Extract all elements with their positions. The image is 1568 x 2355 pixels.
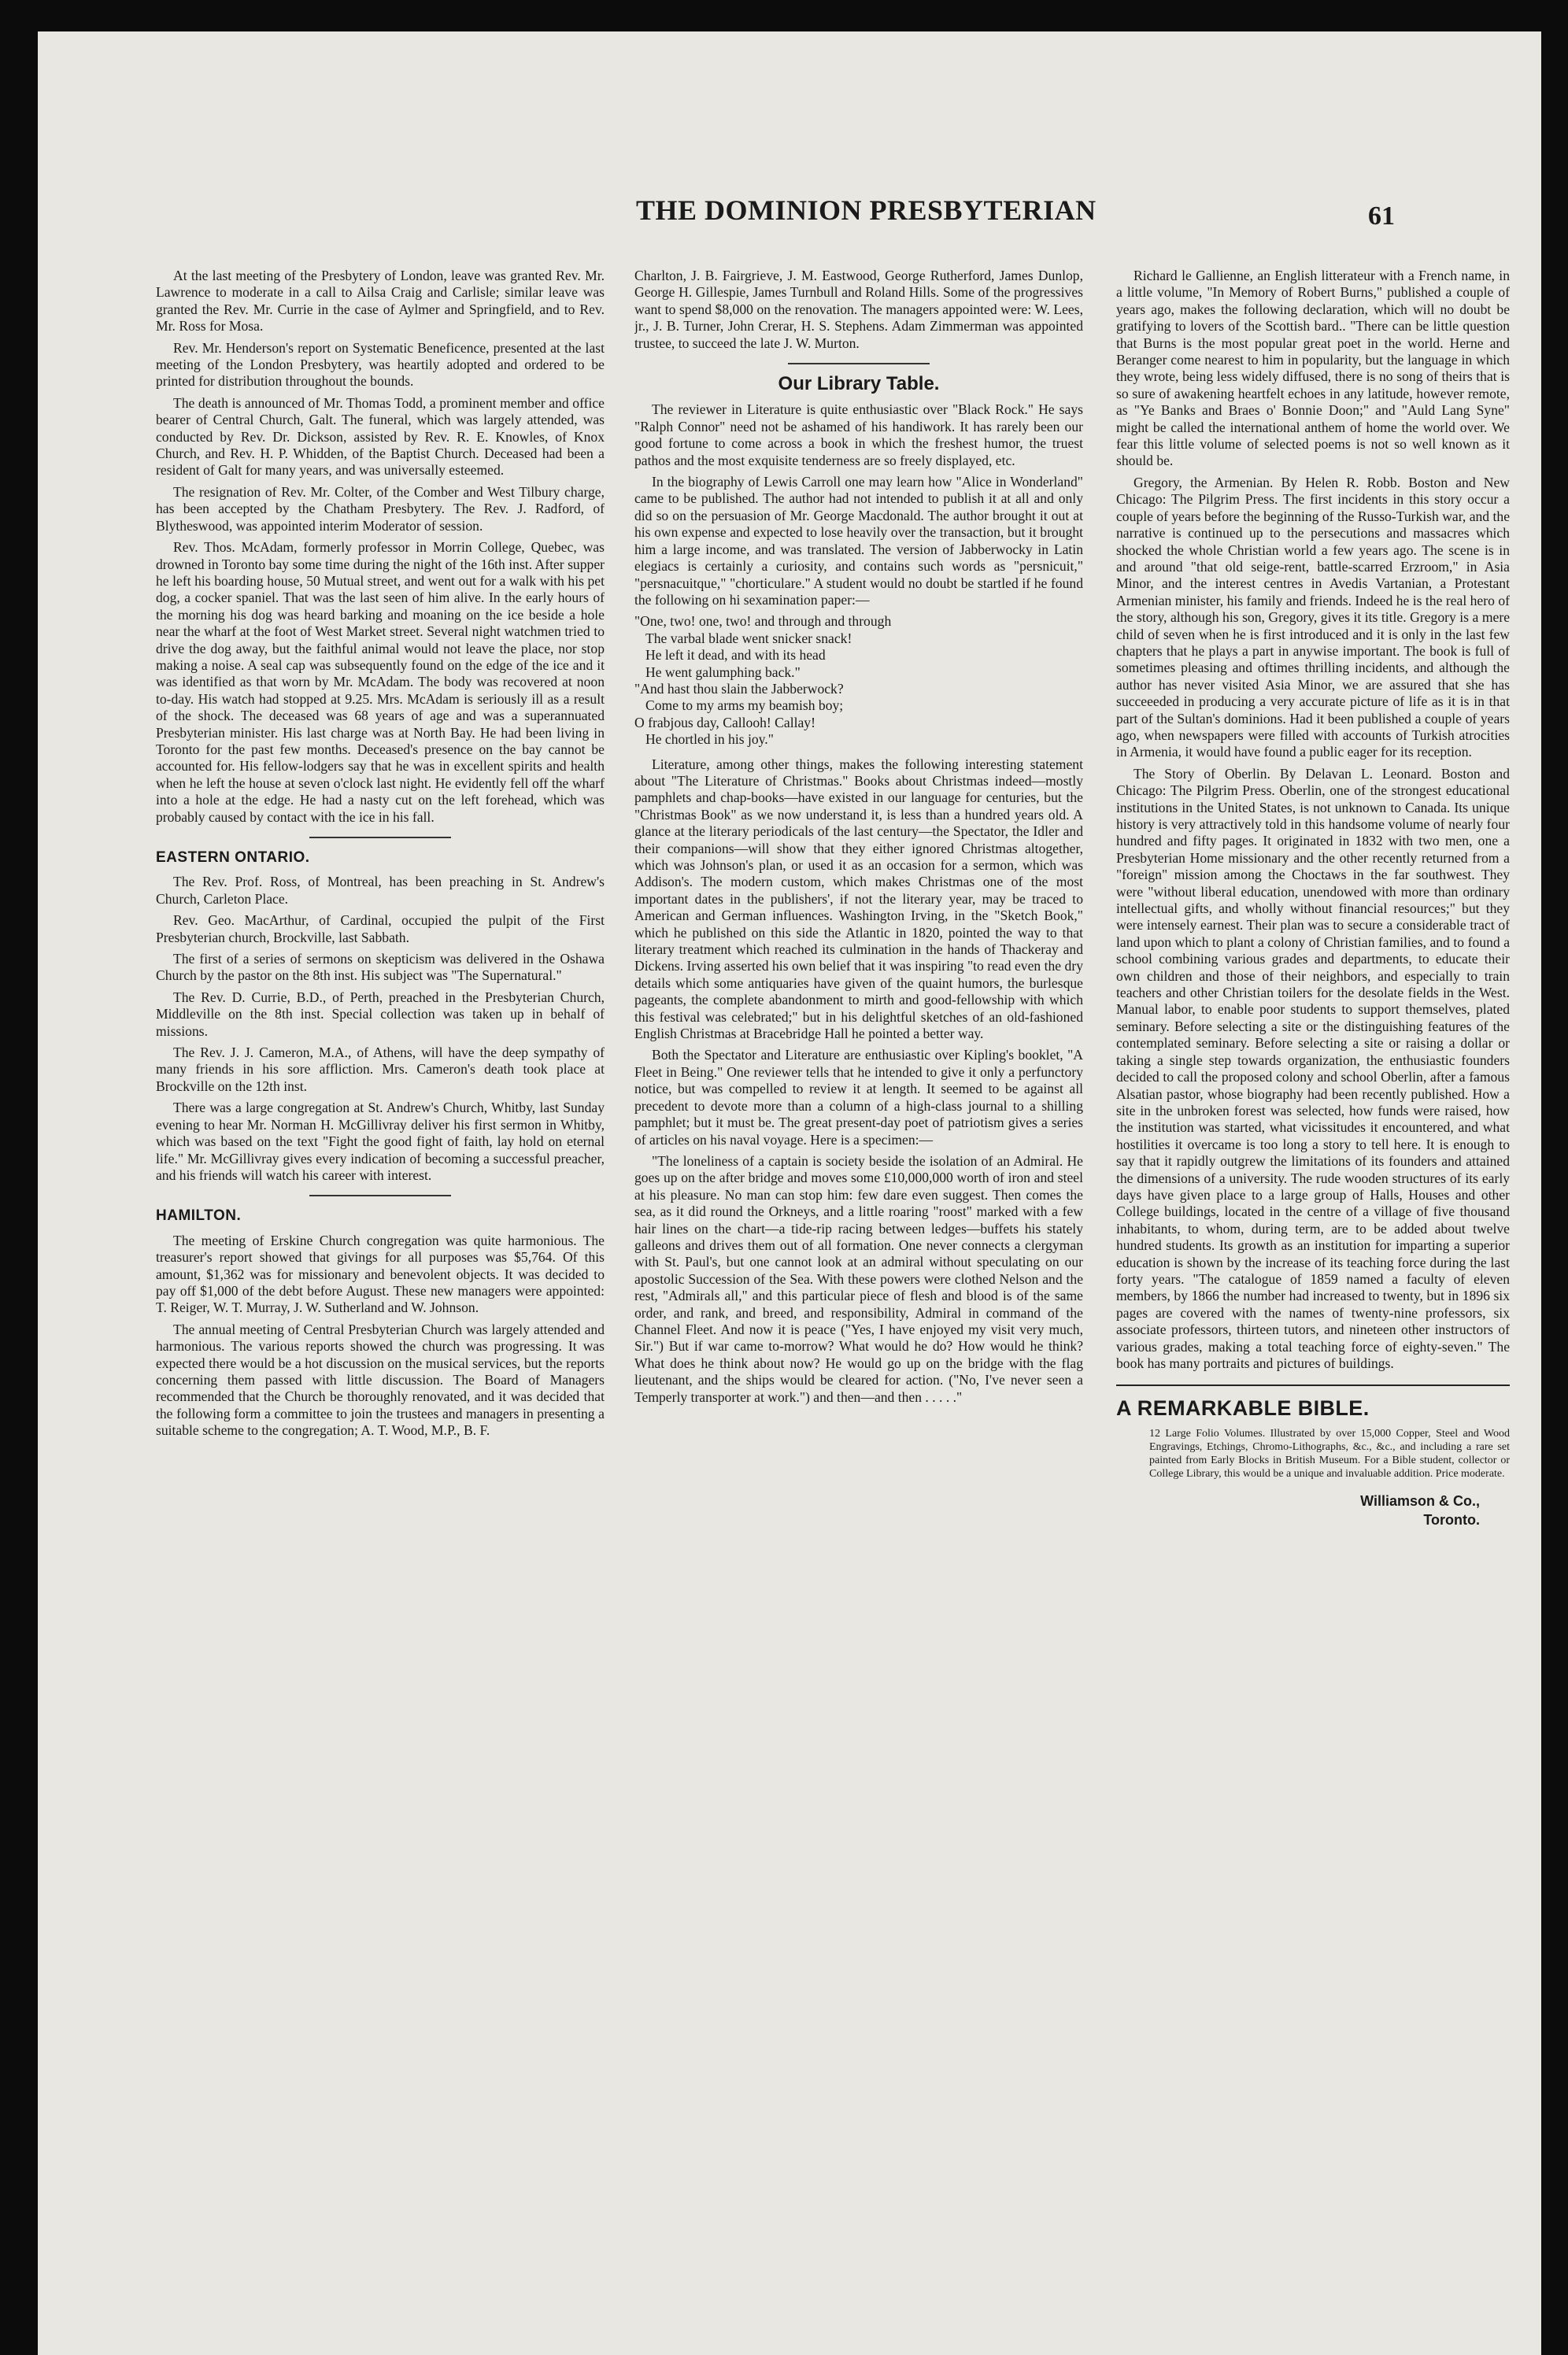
paragraph-erskine-church: The meeting of Erskine Church congregation was quite harmonious. The treasurer's report showed that givings for all purposes was $5,764. Of this amount, $1,362 was for missionary and benevolent objects. It was decided to pay off $1,000 of the debt before August. These new managers were appointed: T. Reiger, W. T. Murray, J. W. Sutherland and W. Johnson. bbox=[156, 1232, 605, 1316]
paragraph-macarthur: Rev. Geo. MacArthur, of Cardinal, occupied the pulpit of the First Presbyterian church, Brockville, last Sabbath. bbox=[156, 912, 605, 945]
paragraph-colter-resignation: The resignation of Rev. Mr. Colter, of the Comber and West Tilbury charge, has been accepted by the Chatham Presbytery. The Rev. J. Radford, of Blytheswood, was appointed interim Moderator of session. bbox=[156, 483, 605, 534]
journal-title: THE DOMINION PRESBYTERIAN bbox=[636, 194, 1096, 226]
paragraph-mcadam-drowned: Rev. Thos. McAdam, formerly professor in Morrin College, Quebec, was drowned in Toronto bay some time during the night of the 16th inst. After supper he left his boarding house, 50 Mutual street, and went out for a walk with his pet dog, a cocker spaniel. That was the last seen of him alive. In the early hours of the morning his dog was heard barking and moaning on the ice beside a hole near the wharf at the foot of West Market street. Several night watchmen tried to drive the dog away, but the faithful animal would not leave the place, nor stop making a noise. A seal cap was subsequently found on the edge of the ice and it was identified as that worn by Mr. McAdam. The body was recovered at noon to-day. His watch had stopped at 9.25. Mrs. McAdam is seriously ill as a result of the shock. The deceased was 68 years of age and was a superannuated Presbyterian minister. His last charge was at North Bay. He had been living in Toronto for the past few months. Deceased's presence on the bay cannot be accounted for. His fellow-lodgers say that he was in excellent spirits and health when he left the house at seven o'clock last night. He evidently fell off the wharf into a hole at the edge. He had a nasty cut on the left forehead, which was probably caused by contact with the ice in his fall. bbox=[156, 539, 605, 825]
page-number: 61 bbox=[1368, 201, 1395, 231]
paragraph-gallienne-burns: Richard le Gallienne, an English litterateur with a French name, in a little volume, "In Memory of Robert Burns," published a couple of years ago, makes the following declaration, which will no doubt be gratifying to lovers of the Scottish bard.. "There can be little question that Burns is the most popular great poet in the world. Herne and Beranger come nearest to him in popularity, but the language in which they wrote, being less widely diffused, there is no song of theirs that is so sure of awakening heartfelt echoes in any latitude, however remote, as "Ye Banks and Braes o' Bonnie Doon;" and "Auld Lang Syne" might be called the international anthem of home the world over. We fear this little volume of selected poems is not so well known as it should be. bbox=[1116, 268, 1510, 469]
scan-border-left bbox=[0, 0, 38, 2355]
scan-border-right bbox=[1541, 0, 1568, 2355]
column-right bbox=[1116, 268, 1510, 2330]
page-header bbox=[38, 194, 1541, 241]
advertisement-title: A REMARKABLE BIBLE. bbox=[1116, 1396, 1370, 1421]
paragraph-story-of-oberlin: The Story of Oberlin. By Delavan L. Leonard. Boston and Chicago: The Pilgrim Press. Oberlin, one of the strongest educational institutions in the United States, is not unknown to Canada. Its unique history is very attractively told in this handsome volume of nearly four hundred and fifty pages. It originated in 1832 with two men, one a Presbyterian Home missionary and the other recently returned from a "foreign" mission among the Choctaws in the far southwest. They were "without liberal education, unendowed with more than ordinary intellectual gifts, and wholly without financial resources;" but they were intensely earnest. Their plan was to secure a considerable tract of land upon which to plant a colony of Christian families, and to found a school combining various grades and departments, to educate their own children and those of their neighbors, and especially to train teachers and other Christian toilers for the desolate fields in the West. Manual labor, to enable poor students to support themselves, plated seminary. Before selecting a site or the distinguishing features of the contemplated seminary. Before selecting a site or raising a dollar or taking a single step towards organization, the enthusiastic founders decided to call the proposed colony and school Oberlin, after a famous Alsatian pastor, whose biography had been recently published. How a site in the unbroken forest was selected, how funds were raised, how the institution was started, what vicissitudes it encountered, and what hostilities it overcame is too long a story to tell here. It is enough to say that it rapidly outgrew the limitations of its founders and attained the dimensions of a university. The rude wooden structures of its early days have given place to a large group of Halls, Houses and other College buildings, located in the centre of a village of five thousand inhabitants, to whom, during term, are to be added about twelve hundred students. Its growth as an institution for imparting a superior education is shown by the increase of its teaching force during the last forty years. "The catalogue of 1859 named a faculty of eleven members, by 1866 the number had increased to twenty, but in 1896 six pages are covered with the names of twenty-nine professors, six associate professors, thirteen tutors, and nineteen other instructors of various grades, making a total teaching force of eighty-seven." The book has many portraits and pictures of buildings. bbox=[1116, 765, 1510, 1371]
paragraph-central-presbyterian: The annual meeting of Central Presbyterian Church was largely attended and harmonious. The various reports showed the church was progressing. It was expected there would be a hot discussion on the musical services, but the reports concerning them passed with little discussion. The Board of Managers recommended that the Church be thoroughly renovated, and it was decided that the following form a committee to join the trustees and managers in presenting a suitable scheme to the congregation; A. T. Wood, M.P., B. F. bbox=[156, 1321, 605, 1439]
divider-rule bbox=[309, 1195, 451, 1196]
section-heading-library-table: Our Library Table. bbox=[778, 373, 940, 395]
paragraph-london-presbytery: At the last meeting of the Presbytery of London, leave was granted Rev. Mr. Lawrence to moderate in a call to Ailsa Craig and Carlisle; similar leave was granted the Rev. Mr. Currie in the case of Aylmer and Springfield, and to Rev. Mr. Ross for Mosa. bbox=[156, 268, 605, 335]
paragraph-todd-death: The death is announced of Mr. Thomas Todd, a prominent member and office bearer of Central Church, Galt. The funeral, which was largely attended, was conducted by Rev. Dr. Dickson, assisted by Rev. R. E. Knowles, of Knox Church, and Rev. H. P. Whidden, of the Baptist Church. Deceased had been a resident of Galt for many years, and was universally esteemed. bbox=[156, 394, 605, 479]
poem-line: "And hast thou slain the Jabberwock? bbox=[634, 680, 844, 697]
poem-line: He went galumphing back." bbox=[645, 664, 801, 680]
newspaper-page bbox=[38, 31, 1541, 2355]
paragraph-admiral-specimen: "The loneliness of a captain is society beside the isolation of an Admiral. He goes up on the after bridge and moves some £10,000,000 worth of iron and steel at his pleasure. No man can stop him: few dare even suggest. Then comes the sea, as it did round the Orkneys, and a little roaring "roost" marked with a few hair lines on the chart—a tide-rip racing between ledges—buffets his stately galleons and drives them out of all formation. One never connects a clergyman with St. Paul's, but one cannot look at an admiral without speculating on our apostolic Succession of the Sea. With these powers were clothed Nelson and the rest, "Admirals all," and this particular piece of flesh and blood is of the same order, and rank, and breed, and responsibility, Admiral in command of the Channel Fleet. And now it is peace ("Yes, I have enjoyed my visit very much, Sir.") But if war came to-morrow? What would he do? How would he think? What does he think about now? He would go up on the bridge with the flag lieutenant, and the ships would be cleared for action. ("No, I've never seen a Temperly transporter at work.") and then—and then . . . . ." bbox=[634, 1152, 1083, 1405]
paragraph-henderson-report: Rev. Mr. Henderson's report on Systematic Beneficence, presented at the last meeting of the London Presbytery, was heartily adopted and ordered to be printed for distribution throughout the bounds. bbox=[156, 339, 605, 390]
publisher-name: Williamson & Co., bbox=[1360, 1492, 1480, 1509]
poem-line: He left it dead, and with its head bbox=[645, 647, 826, 664]
paragraph-fleet-in-being: Both the Spectator and Literature are enthusiastic over Kipling's booklet, "A Fleet in Being." One reviewer tells that he intended to give it only a perfunctory notice, but was compelled to review it at length. It seemed to be against all precedent to devote more than a column of a high-class journal to a shilling pamphlet; but it must be. The great present-day poet of patriotism gives a series of articles on his naval voyage. Here is a specimen:— bbox=[634, 1047, 1083, 1148]
advertisement-body: 12 Large Folio Volumes. Illustrated by over 15,000 Copper, Steel and Wood Engravings, Etchings, Chromo-Lithographs, &c., &c., and including a rare set painted from Early Blocks in British Museum. For a Bible student, collector or College Library, this would be a unique and invaluable addition. Price moderate. bbox=[1149, 1427, 1510, 1480]
column-middle bbox=[634, 268, 1083, 2330]
divider-rule bbox=[309, 837, 451, 838]
paragraph-mcgillivray-sermon: There was a large congregation at St. Andrew's Church, Whitby, last Sunday evening to hear Mr. Norman H. McGillivray deliver his first sermon in Whitby, which was based on the text "Fight the good fight of faith, lay hold on eternal life." Mr. McGillivray gives every indication of becoming a successful preacher, and his friends will watch his career with interest. bbox=[156, 1100, 605, 1183]
poem-line: He chortled in his joy." bbox=[645, 731, 774, 748]
paragraph-black-rock: The reviewer in Literature is quite enthusiastic over "Black Rock." He says "Ralph Connor" need not be ashamed of his handiwork. It has rarely been our good fortune to come across a book in which the freshest humor, the truest pathos and the most exquisite tenderness are so freely displayed, etc. bbox=[634, 401, 1083, 468]
poem-line: "One, two! one, two! and through and through bbox=[634, 613, 892, 630]
scan-border-top bbox=[0, 0, 1568, 31]
paragraph-currie-perth: The Rev. D. Currie, B.D., of Perth, preached in the Presbyterian Church, Middleville on the 8th inst. Special collection was taken up in behalf of missions. bbox=[156, 989, 605, 1039]
poem-jabberwocky bbox=[634, 613, 1083, 748]
advertisement-publisher bbox=[1116, 1492, 1510, 1529]
poem-line: O frabjous day, Callooh! Callay! bbox=[634, 714, 815, 730]
paragraph-ross-preaching: The Rev. Prof. Ross, of Montreal, has been preaching in St. Andrew's Church, Carleton Place. bbox=[156, 874, 605, 907]
column-left bbox=[156, 268, 605, 2330]
paragraph-christmas-literature: Literature, among other things, makes the following interesting statement about "The Literature of Christmas." Books about Christmas indeed—mostly pamphlets and chap-books—have existed in our language for centuries, but the "Christmas Book" as we now understand it, is less than a hundred years old. A glance at the literary periodicals of the last century—the Spectator, the Idler and their companions—will show that they either ignored Christmas altogether, which was Johnson's plan, or used it as an occasion for a sermon, which was Addison's. The modern custom, which makes Christmas one of the most important dates in the publishers', if not the literary year, may be traced to American and German influences. Washington Irving, in the "Sketch Book," which he published on this side the Atlantic in 1820, pointed the way to that literary treatment which reached its culmination in the hands of Thackeray and Dickens. Irving asserted his own belief that it was inspiring "to read even the dry details which some antiquaries have given of the quaint humors, the burlesque pageants, the complete abandonment to mirth and good-fellowship with which this festival was celebrated;" but in his delightful sketches of an old-fashioned English Christmas at Bracebridge Hall he pointed a better way. bbox=[634, 756, 1083, 1042]
paragraph-managers-continued: Charlton, J. B. Fairgrieve, J. M. Eastwood, George Rutherford, James Dunlop, George H. Gillespie, James Turnbull and Roland Hills. Some of the progressives want to spend $8,000 on the renovation. The managers appointed were: W. Lees, jr., J. B. Turner, John Crerar, H. S. Stephens. Adam Zimmerman was appointed trustee, to succeed the late J. W. Murton. bbox=[634, 268, 1083, 351]
poem-line: The varbal blade went snicker snack! bbox=[645, 630, 852, 646]
advertisement-bible bbox=[1116, 1385, 1510, 1529]
paragraph-gregory-armenian: Gregory, the Armenian. By Helen R. Robb. Boston and New Chicago: The Pilgrim Press. The first incidents in this story occur a couple of years before the beginning of the Russo-Turkish war, and the narrative is continued up to the persecutions and massacres which shocked the whole Christian world a few years ago. The scene is in and around "that old seige-rent, battle-scarred Erzroom," in Asia Minor, and the interest centres in Avedis Vartanian, a Protestant Armenian minister, his family and friends. Indeed he is the real hero of the story, although his son, Gregory, gives it its title. Gregory is a mere child of seven when he is first introduced and it is only in the last few chapters that he plays a part in anywise important. The book is full of sometimes pleasing and oftimes thrilling incidents, and although the author has never visited Asia Minor, we are assured that she has succeeeded in producing a very accurate picture of life as it is in that part of the Sultan's dominions. Had it been published a couple of years ago, when newspapers were filled with accounts of Turkish atrocities in Armenia, it would have found a public eager for its reception. bbox=[1116, 474, 1510, 760]
section-heading-eastern-ontario: EASTERN ONTARIO. bbox=[156, 849, 310, 866]
paragraph-lewis-carroll: In the biography of Lewis Carroll one may learn how "Alice in Wonderland" came to be published. The author had not intended to publish it at all and only did so on the persuasion of Mr. George Macdonald. The author brought it out at his own expense and expected to lose heavily over the transaction, but it brought him a large income, and was translated. The version of Jabberwocky in Latin elegiacs is certainly a curiosity, and contains such words as "persnicuit," "persnacuitque," "chorticulare." A student would no doubt be startled if he found the following on hi sexamination paper:— bbox=[634, 474, 1083, 608]
poem-line: Come to my arms my beamish boy; bbox=[645, 697, 844, 714]
paragraph-cameron-affliction: The Rev. J. J. Cameron, M.A., of Athens, will have the deep sympathy of many friends in his sore affliction. Mrs. Cameron's death took place at Brockville on the 12th inst. bbox=[156, 1044, 605, 1094]
publisher-city: Toronto. bbox=[1423, 1511, 1480, 1528]
divider-rule bbox=[788, 363, 930, 364]
section-heading-hamilton: HAMILTON. bbox=[156, 1207, 242, 1225]
paragraph-skepticism-sermons: The first of a series of sermons on skepticism was delivered in the Oshawa Church by the pastor on the 8th inst. His subject was "The Supernatural." bbox=[156, 951, 605, 984]
